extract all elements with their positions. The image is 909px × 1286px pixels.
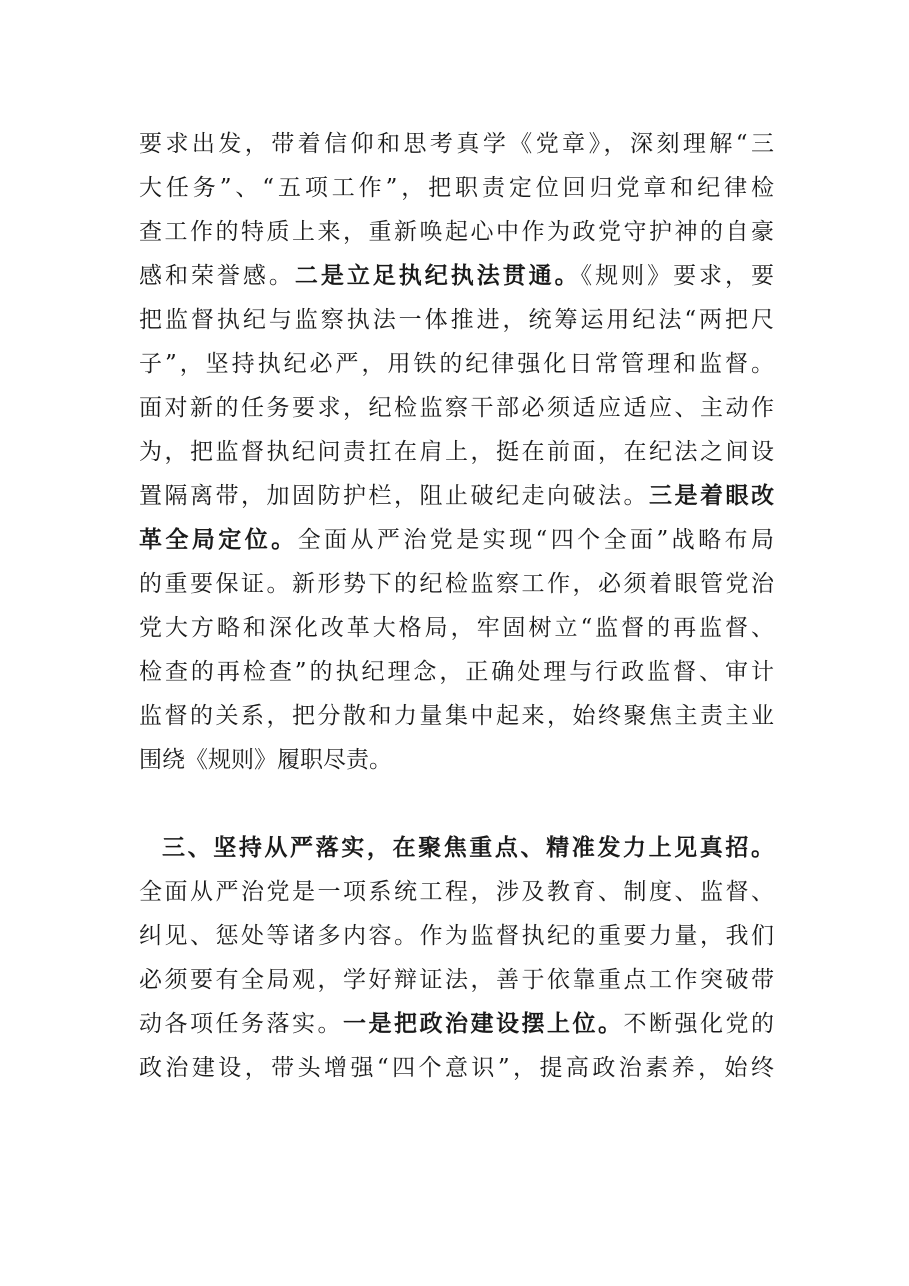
text-line: 围绕《规则》履职尽责。 xyxy=(139,747,392,773)
bold-point-2: 二是立足执纪执法贯通。 xyxy=(294,263,581,289)
text-line xyxy=(139,254,774,298)
text-line: 面对新的任务要求，纪检监察干部必须适应适应、主动作 xyxy=(139,395,774,421)
text-line: 必须要有全局观，学好辩证法，善于依靠重点工作突破带 xyxy=(139,967,774,993)
text-line: 大任务”、“五项工作”，把职责定位回归党章和纪律检 xyxy=(139,175,774,201)
text-line: 党大方略和深化改革大格局，牢固树立“监督的再监督、 xyxy=(139,615,774,641)
text-span: 不断强化党的 xyxy=(623,1011,774,1037)
text-line xyxy=(139,1002,774,1046)
text-line: 纠见、惩处等诸多内容。作为监督执纪的重要力量，我们 xyxy=(139,923,774,949)
text-line: 监督的关系，把分散和力量集中起来，始终聚焦主责主业 xyxy=(139,703,774,729)
paragraph-1 xyxy=(139,122,774,782)
text-line: 要求出发，带着信仰和思考真学《党章》，深刻理解“三 xyxy=(139,131,774,157)
text-span: 置隔离带，加固防护栏，阻止破纪走向破法。 xyxy=(139,483,649,509)
text-span: 全面从严治党是实现“四个全面”战略布局 xyxy=(297,527,774,553)
text-line: 把监督执纪与监察执法一体推进，统筹运用纪法“两把尺 xyxy=(139,307,774,333)
bold-point-3-end: 革全局定位。 xyxy=(139,527,298,553)
text-line: 政治建设，带头增强“四个意识”，提高政治素养，始终 xyxy=(139,1055,774,1081)
text-line xyxy=(139,474,774,518)
heading-text: 三、坚持从严落实，在聚焦重点、精准发力上见真招。 xyxy=(162,835,774,861)
bold-point-3-start: 三是着眼改 xyxy=(649,483,774,509)
text-line: 的重要保证。新形势下的纪检监察工作，必须着眼管党治 xyxy=(139,571,774,597)
text-line xyxy=(139,518,774,562)
bold-point-1: 一是把政治建设摆上位。 xyxy=(343,1011,624,1037)
text-line: 检查的再检查”的执纪理念，正确处理与行政监督、审计 xyxy=(139,659,774,685)
text-line: 子”，坚持执纪必严，用铁的纪律强化日常管理和监督。 xyxy=(139,351,774,377)
text-line: 为，把监督执纪问责扛在肩上，挺在前面，在纪法之间设 xyxy=(139,439,774,465)
text-span: 感和荣誉感。 xyxy=(139,263,295,289)
text-span: 《规则》要求，要 xyxy=(580,263,775,289)
text-line: 全面从严治党是一项系统工程，涉及教育、制度、监督、 xyxy=(139,879,774,905)
text-line: 查工作的特质上来，重新唤起心中作为政党守护神的自豪 xyxy=(139,219,774,245)
section-heading xyxy=(139,826,774,870)
text-span: 动各项任务落实。 xyxy=(139,1011,343,1037)
paragraph-2 xyxy=(139,826,774,1090)
